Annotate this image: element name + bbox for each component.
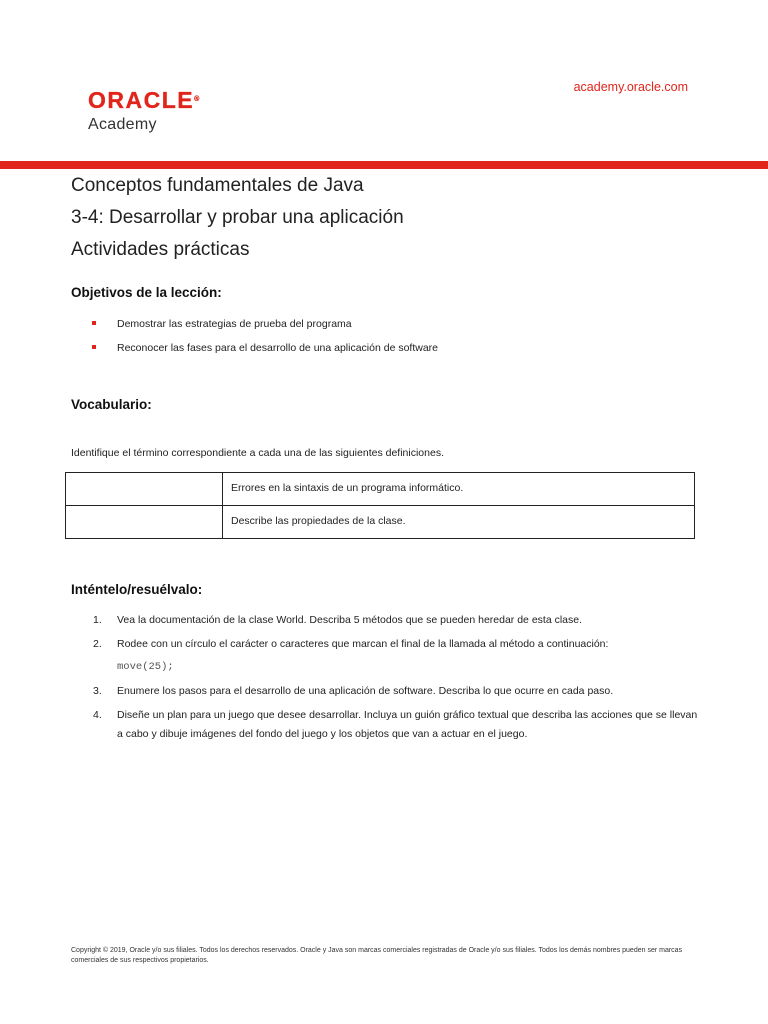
step-number: 3. <box>93 685 102 697</box>
term-cell[interactable] <box>66 473 223 506</box>
logo-oracle-wordmark: ORACLE® <box>88 87 200 113</box>
table-row <box>66 506 695 539</box>
definition-cell: Errores en la sintaxis de un programa informático. <box>223 473 695 506</box>
step-number: 1. <box>93 614 102 626</box>
list-item: Demostrar las estrategias de prueba del programa <box>92 318 438 342</box>
objectives-heading: Objetivos de la lección: <box>71 285 222 300</box>
list-item <box>71 635 701 677</box>
vocabulary-heading: Vocabulario: <box>71 397 152 412</box>
list-item <box>71 611 701 630</box>
step-text: Vea la documentación de la clase World. Describa 5 métodos que se pueden heredar de esta clase. <box>117 614 583 626</box>
header-divider-bar <box>0 161 768 169</box>
step-text: Diseñe un plan para un juego que desee desarrollar. Incluya un guión gráfico textual que describa las acciones que se llevan a cabo y dibuje imágenes del fondo del juego y los objetos que van a actuar en el juego. <box>117 709 698 740</box>
list-item <box>71 706 701 744</box>
vocabulary-table <box>65 472 695 539</box>
try-it-section <box>71 582 202 597</box>
objectives-section <box>71 285 222 300</box>
vocabulary-instruction: Identifique el término correspondiente a cada una de las siguientes definiciones. <box>71 447 444 459</box>
step-text: Rodee con un círculo el carácter o caracteres que marcan el final de la llamada al método a continuación: <box>117 638 609 650</box>
step-text: Enumere los pasos para el desarrollo de una aplicación de software. Describa lo que ocurre en cada paso. <box>117 685 614 697</box>
course-title: Conceptos fundamentales de Java <box>71 175 364 196</box>
copyright-footer: Copyright © 2019, Oracle y/o sus filiales. Todos los derechos reservados. Oracle y Java son marcas comerciales registradas de Oracle y/o sus filiales. Todos los demás nombres pueden ser marcas comerciales de sus respectivos propietarios. <box>71 947 683 964</box>
try-it-heading: Inténtelo/resuélvalo: <box>71 582 203 597</box>
bullet-icon <box>92 321 96 325</box>
list-item: Reconocer las fases para el desarrollo de una aplicación de software <box>92 342 438 366</box>
term-cell[interactable] <box>66 506 223 539</box>
objectives-list <box>92 318 438 366</box>
definition-cell: Describe las propiedades de la clase. <box>223 506 695 539</box>
code-snippet: move(25); <box>117 661 174 673</box>
oracle-academy-logo <box>88 86 199 134</box>
vocabulary-section <box>71 397 152 412</box>
activity-title: Actividades prácticas <box>71 239 250 260</box>
table-row <box>66 473 695 506</box>
lesson-title: 3-4: Desarrollar y probar una aplicación <box>71 207 404 228</box>
list-item <box>71 682 701 701</box>
academy-site-link[interactable]: academy.oracle.com <box>573 80 688 94</box>
try-it-steps <box>71 611 701 749</box>
document-titles <box>71 174 404 270</box>
step-number: 4. <box>93 709 102 721</box>
step-number: 2. <box>93 638 102 650</box>
logo-academy-text: Academy <box>88 116 157 133</box>
bullet-icon <box>92 345 96 349</box>
